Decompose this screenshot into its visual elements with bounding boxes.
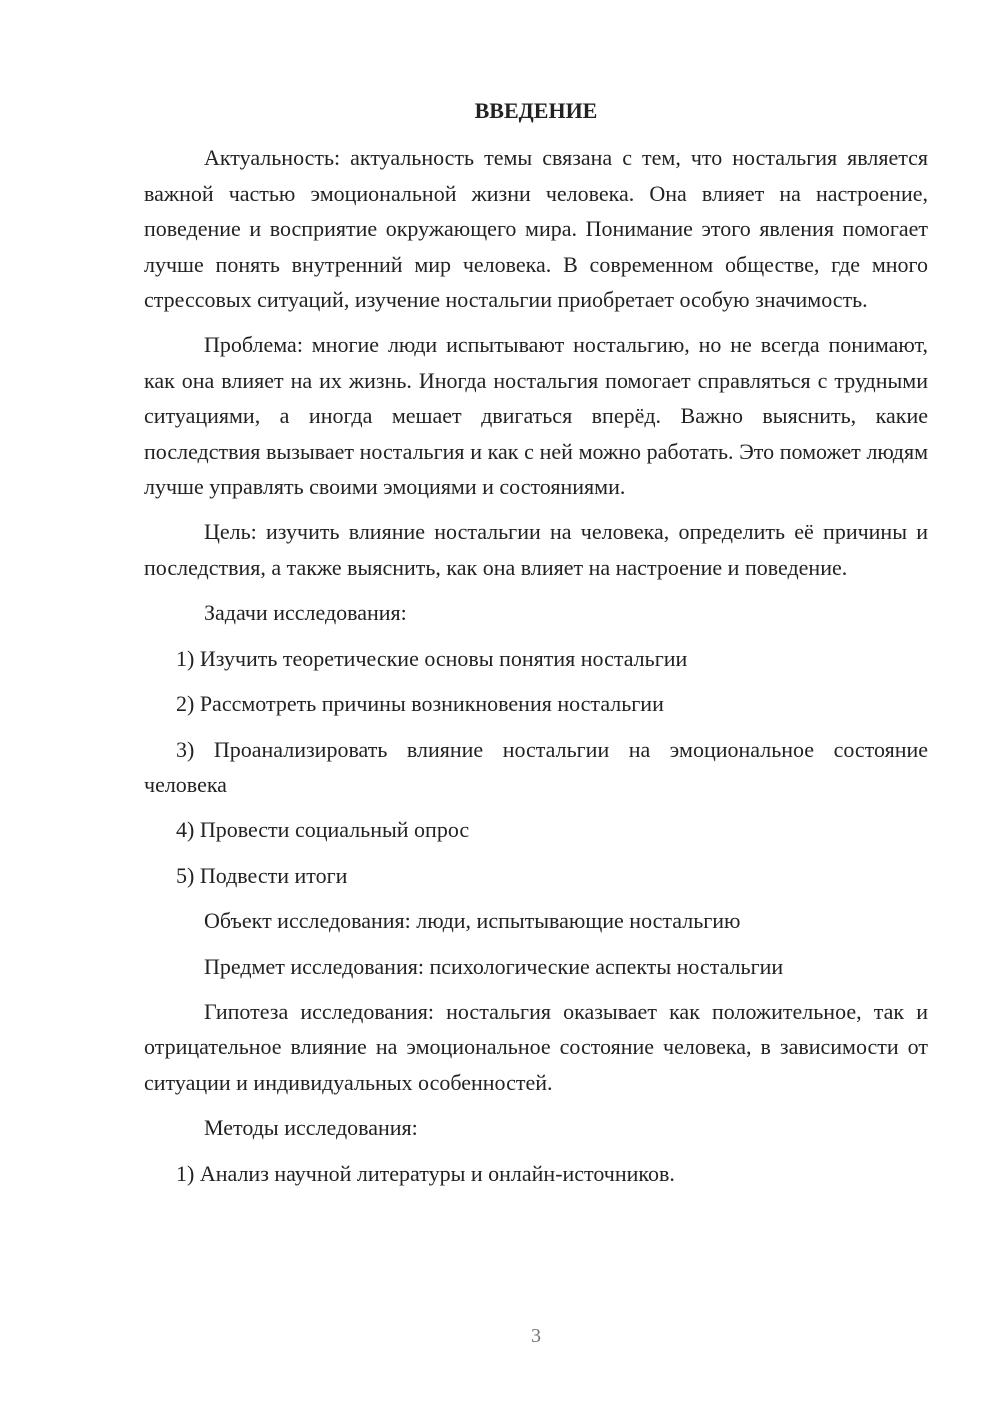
research-object: Объект исследования: люди, испытывающие ностальгию (204, 908, 741, 934)
goal-paragraph: Цель: изучить влияние ностальгии на человека, определить её причины и последствия, а также выяснить, как она влияет на настроение и поведение. (144, 519, 928, 580)
task-item-2: 2) Рассмотреть причины возникновения ностальгии (176, 691, 664, 717)
research-subject: Предмет исследования: психологические аспекты ностальгии (204, 953, 784, 979)
task-item-3: 3) Проанализировать влияние ностальгии на эмоциональное состояние человека (144, 736, 928, 797)
methods-label: Методы исследования: (204, 1115, 418, 1141)
research-hypothesis: Гипотеза исследования: ностальгия оказывает как положительное, так и отрицательное влияние на эмоциональное состояние человека, в зависимости от ситуации и индивидуальных особенностей. (144, 998, 928, 1095)
problem-paragraph: Проблема: многие люди испытывают ностальгию, но не всегда понимают, как она влияет на их жизнь. Иногда ностальгия помогает справляться с трудными ситуациями, а иногда мешает двигаться вперёд. Важно выяснить, какие последствия вызывает ностальгия и как с ней можно работать. Это поможет людям лучше управлять своими эмоциями и состояниями. (144, 332, 928, 500)
relevance-paragraph: Актуальность: актуальность темы связана с тем, что ностальгия является важной частью эмоциональной жизни человека. Она влияет на настроение, поведение и восприятие окружающего мира. Понимание этого явления помогает лучше понять внутренний мир человека. В современном обществе, где много стрессовых ситуаций, изучение ностальгии приобретает особую значимость. (144, 145, 928, 313)
task-item-4: 4) Провести социальный опрос (176, 817, 470, 843)
task-item-5: 5) Подвести итоги (176, 862, 348, 888)
task-item-1: 1) Изучить теоретические основы понятия ностальгии (176, 645, 688, 671)
page-number: 3 (531, 1325, 541, 1347)
page-title: ВВЕДЕНИЕ (474, 98, 598, 123)
method-item-1: 1) Анализ научной литературы и онлайн-источников. (176, 1160, 675, 1186)
page-content (144, 93, 928, 1201)
tasks-label: Задачи исследования: (204, 600, 407, 626)
